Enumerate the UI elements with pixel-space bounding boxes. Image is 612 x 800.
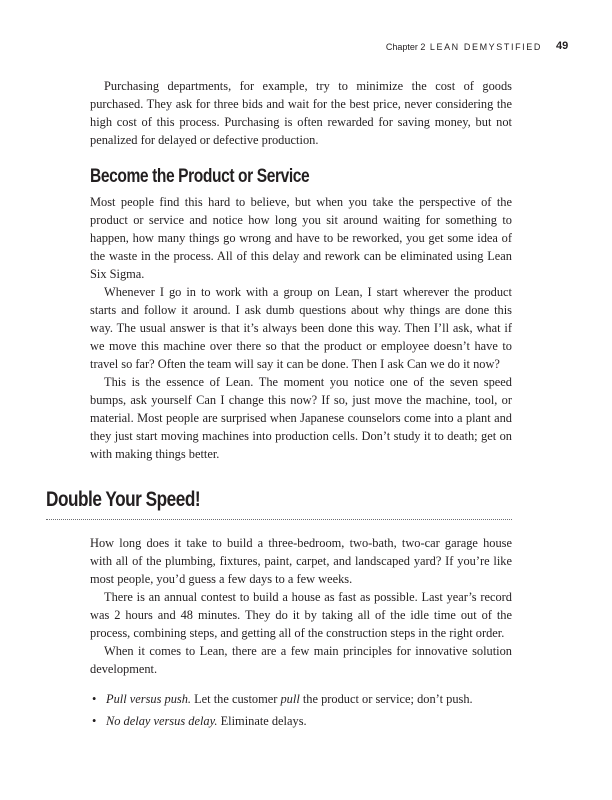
section-heading-become: Become the Product or Service [90,166,310,187]
bullet-icon: • [92,714,97,728]
section-heading-double-text: Double Your Speed! [46,488,201,511]
paragraph: Most people find this hard to believe, but when you take the perspective of the product or service and notice how long you sit around waiting for something to happen, how many things go wrong and have to be reworked, you get some idea of the waste in the process. All of this delay and rework can be eliminated using Lean Six Sigma. [90,195,512,281]
bullet-lead: No delay versus delay. [106,714,218,728]
page-body [46,77,512,734]
paragraph: This is the essence of Lean. The moment you notice one of the seven speed bumps, ask yourself Can I change this now? If so, just move the machine, tool, or material. Most people are surprised when Japanese counselors come into a plant and they just start moving machines into production cells. Don’t study it to death; get on with making things better. [90,375,512,461]
chapter-title: LEAN DEMYSTIFIED [429,42,542,52]
intro-paragraph: Purchasing departments, for example, try to minimize the cost of goods purchased. They ask for three bids and wait for the best price, never considering the high cost of this process. Purchasing is often rewarded for saving money, but not penalized for delayed or defective production. [90,79,512,147]
principles-list [90,690,512,730]
paragraph: There is an annual contest to build a house as fast as possible. Last year’s record was 2 hours and 48 minutes. They do it by taking all of the idle time out of the process, combining steps, and getting all of the construction steps in the right order. [90,590,512,640]
bullet-emphasis: pull [280,692,300,706]
chapter-label: Chapter 2 [385,42,426,52]
running-head [0,42,542,52]
bullet-text: the product or service; don’t push. [299,692,473,706]
bullet-text: Eliminate delays. [217,714,307,728]
paragraph: Whenever I go in to work with a group on Lean, I start wherever the product starts and follow it around. I ask dumb questions about why things are done this way. The usual answer is that it’s always been done this way. Then I’ll ask, what if we move this machine over there so that the product or employee doesn’t have to travel so far? Often the team will say it can be done. Then I ask Can we do it now? [90,285,512,371]
bullet-icon: • [92,692,97,706]
section-heading-double [46,487,512,520]
bullet-text: Let the customer [191,692,281,706]
list-item [90,690,512,708]
bullet-lead: Pull versus push. [106,692,192,706]
page-number: 49 [556,40,569,52]
paragraph: How long does it take to build a three-bedroom, two-bath, two-car garage house with all of the plumbing, fixtures, paint, carpet, and landscaped yard? If you’re like most people, you’d guess a few days to a few weeks. [90,536,512,586]
paragraph: When it comes to Lean, there are a few main principles for innovative solution development. [90,644,512,676]
list-item [90,712,512,730]
